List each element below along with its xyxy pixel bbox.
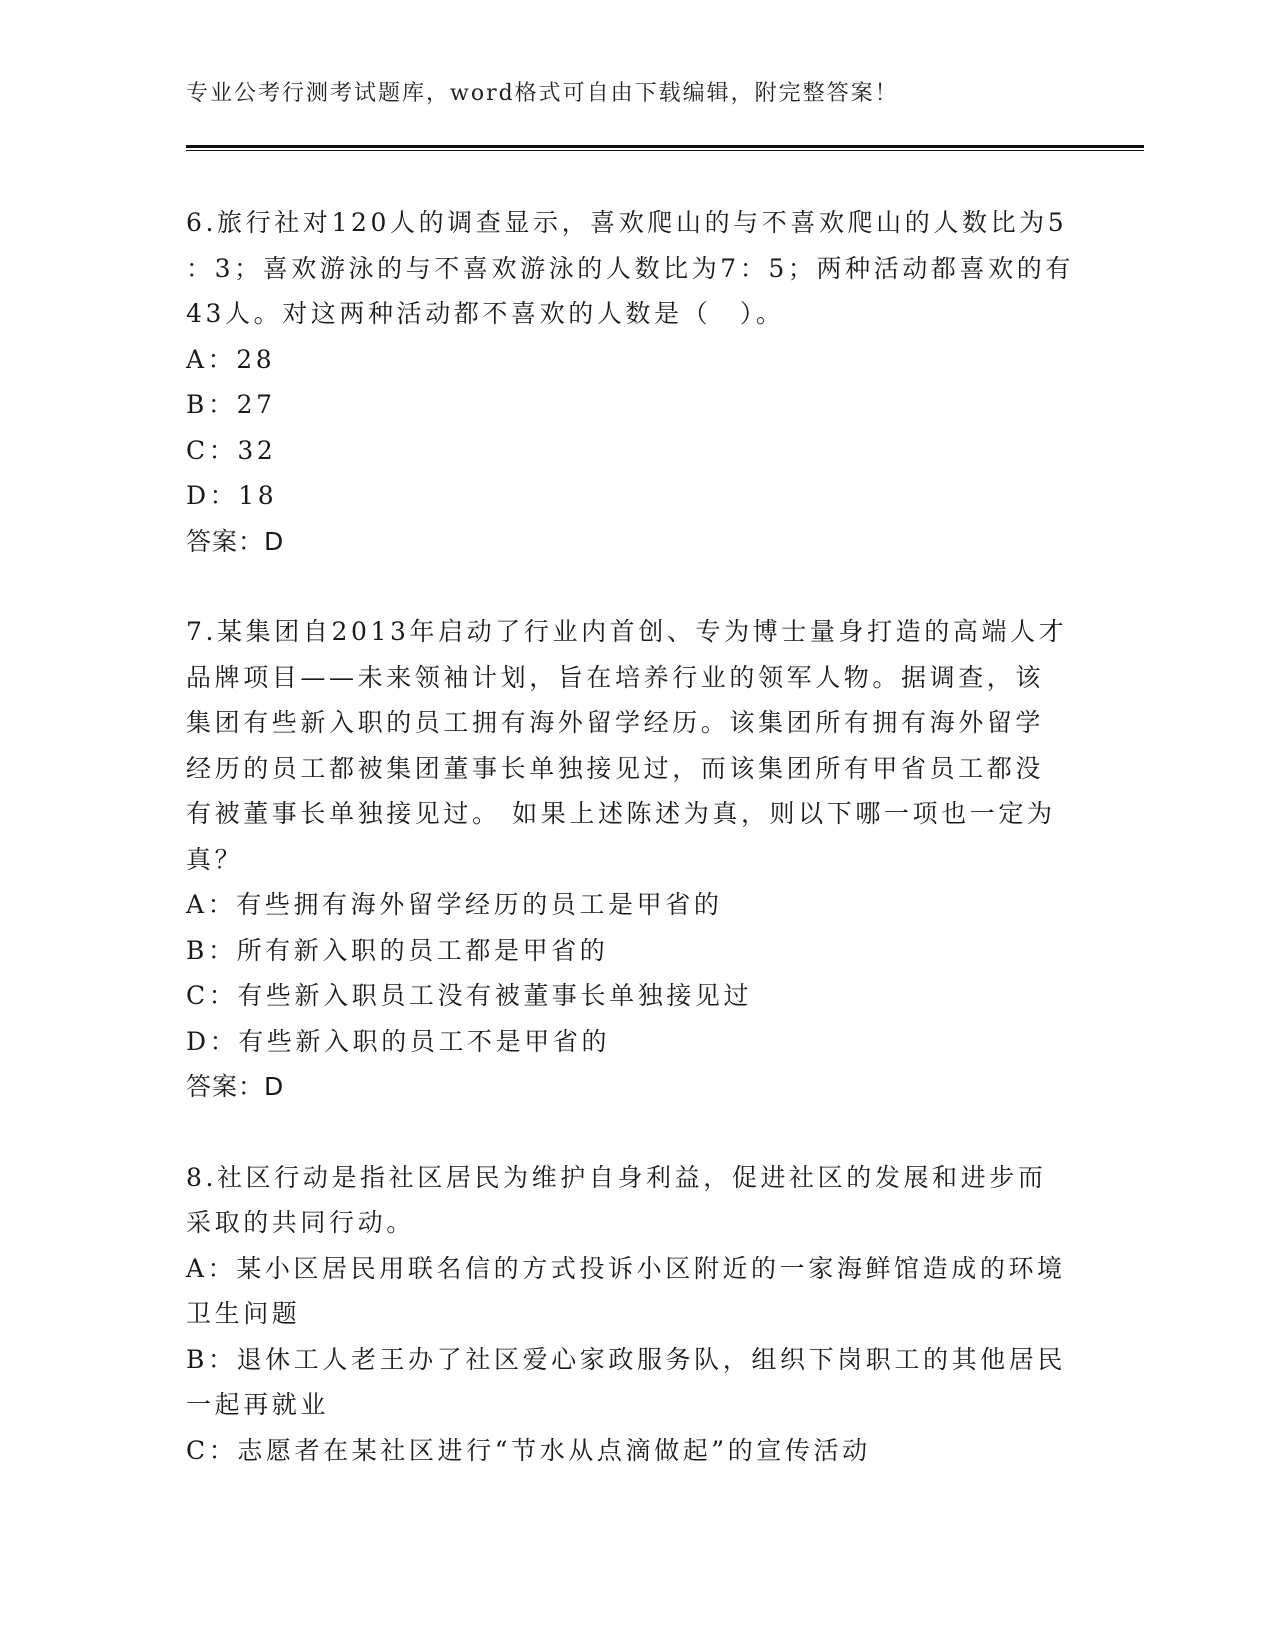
question-6-option-c: C：32 — [186, 435, 277, 465]
question-6-stem-line-2: ：3；喜欢游泳的与不喜欢游泳的人数比为7：5；两种活动都喜欢的有 — [186, 253, 1074, 283]
question-8 — [186, 1155, 1066, 1474]
question-6-option-d: D：18 — [186, 481, 278, 510]
question-list — [186, 200, 1074, 1473]
question-6-stem-line-3: 43人。对这两种活动都不喜欢的人数是（ ）。 — [186, 299, 785, 328]
question-7-stem-line-1: 7.某集团自2013年启动了行业内首创、专为博士量身打造的高端人才 — [186, 617, 1068, 646]
question-8-option-a-line-1: A：某小区居民用联名信的方式投诉小区附近的一家海鲜馆造成的环境 — [186, 1253, 1066, 1283]
header-rule-thin — [186, 150, 1144, 151]
question-7-stem-line-6: 真？ — [186, 844, 244, 874]
header-rule-thick — [186, 145, 1144, 148]
question-6-option-b: B：27 — [186, 390, 276, 419]
question-6-option-a: A：28 — [186, 344, 276, 374]
question-7-answer: 答案：D — [186, 1072, 285, 1101]
page-header: 专业公考行测考试题库，word格式可自由下载编辑，附完整答案！ — [186, 81, 899, 106]
question-7-stem-line-5: 有被董事长单独接见过。 如果上述陈述为真，则以下哪一项也一定为 — [186, 799, 1056, 828]
question-6 — [186, 200, 1074, 564]
question-7-option-d: D：有些新入职的员工不是甲省的 — [186, 1026, 611, 1056]
question-7-stem-line-3: 集团有些新入职的员工拥有海外留学经历。该集团所有拥有海外留学 — [186, 708, 1045, 737]
spacer — [186, 564, 1066, 609]
spacer — [186, 1110, 1066, 1155]
question-7-stem-line-4: 经历的员工都被集团董事长单独接见过，而该集团所有甲省员工都没 — [186, 753, 1045, 783]
question-6-answer: 答案：D — [186, 526, 285, 556]
question-7 — [186, 609, 1066, 1110]
question-8-stem-line-1: 8.社区行动是指社区居民为维护自身利益，促进社区的发展和进步而 — [186, 1162, 1047, 1192]
question-8-option-b-line-2: 一起再就业 — [186, 1390, 330, 1419]
question-7-option-b: B：所有新入职的员工都是甲省的 — [186, 935, 609, 965]
question-8-option-b-line-1: B：退休工人老王办了社区爱心家政服务队，组织下岗职工的其他居民 — [186, 1344, 1066, 1374]
question-8-stem-line-2: 采取的共同行动。 — [186, 1208, 415, 1237]
question-7-option-c: C：有些新入职员工没有被董事长单独接见过 — [186, 981, 753, 1010]
question-7-option-a: A：有些拥有海外留学经历的员工是甲省的 — [186, 890, 723, 919]
question-8-option-c: C：志愿者在某社区进行“节水从点滴做起”的宣传活动 — [186, 1435, 871, 1465]
question-7-stem-line-2: 品牌项目——未来领袖计划，旨在培养行业的领军人物。据调查，该 — [186, 662, 1045, 692]
question-6-stem-line-1: 6.旅行社对120人的调查显示，喜欢爬山的与不喜欢爬山的人数比为5 — [186, 208, 1068, 237]
question-8-option-a-line-2: 卫生问题 — [186, 1299, 301, 1328]
